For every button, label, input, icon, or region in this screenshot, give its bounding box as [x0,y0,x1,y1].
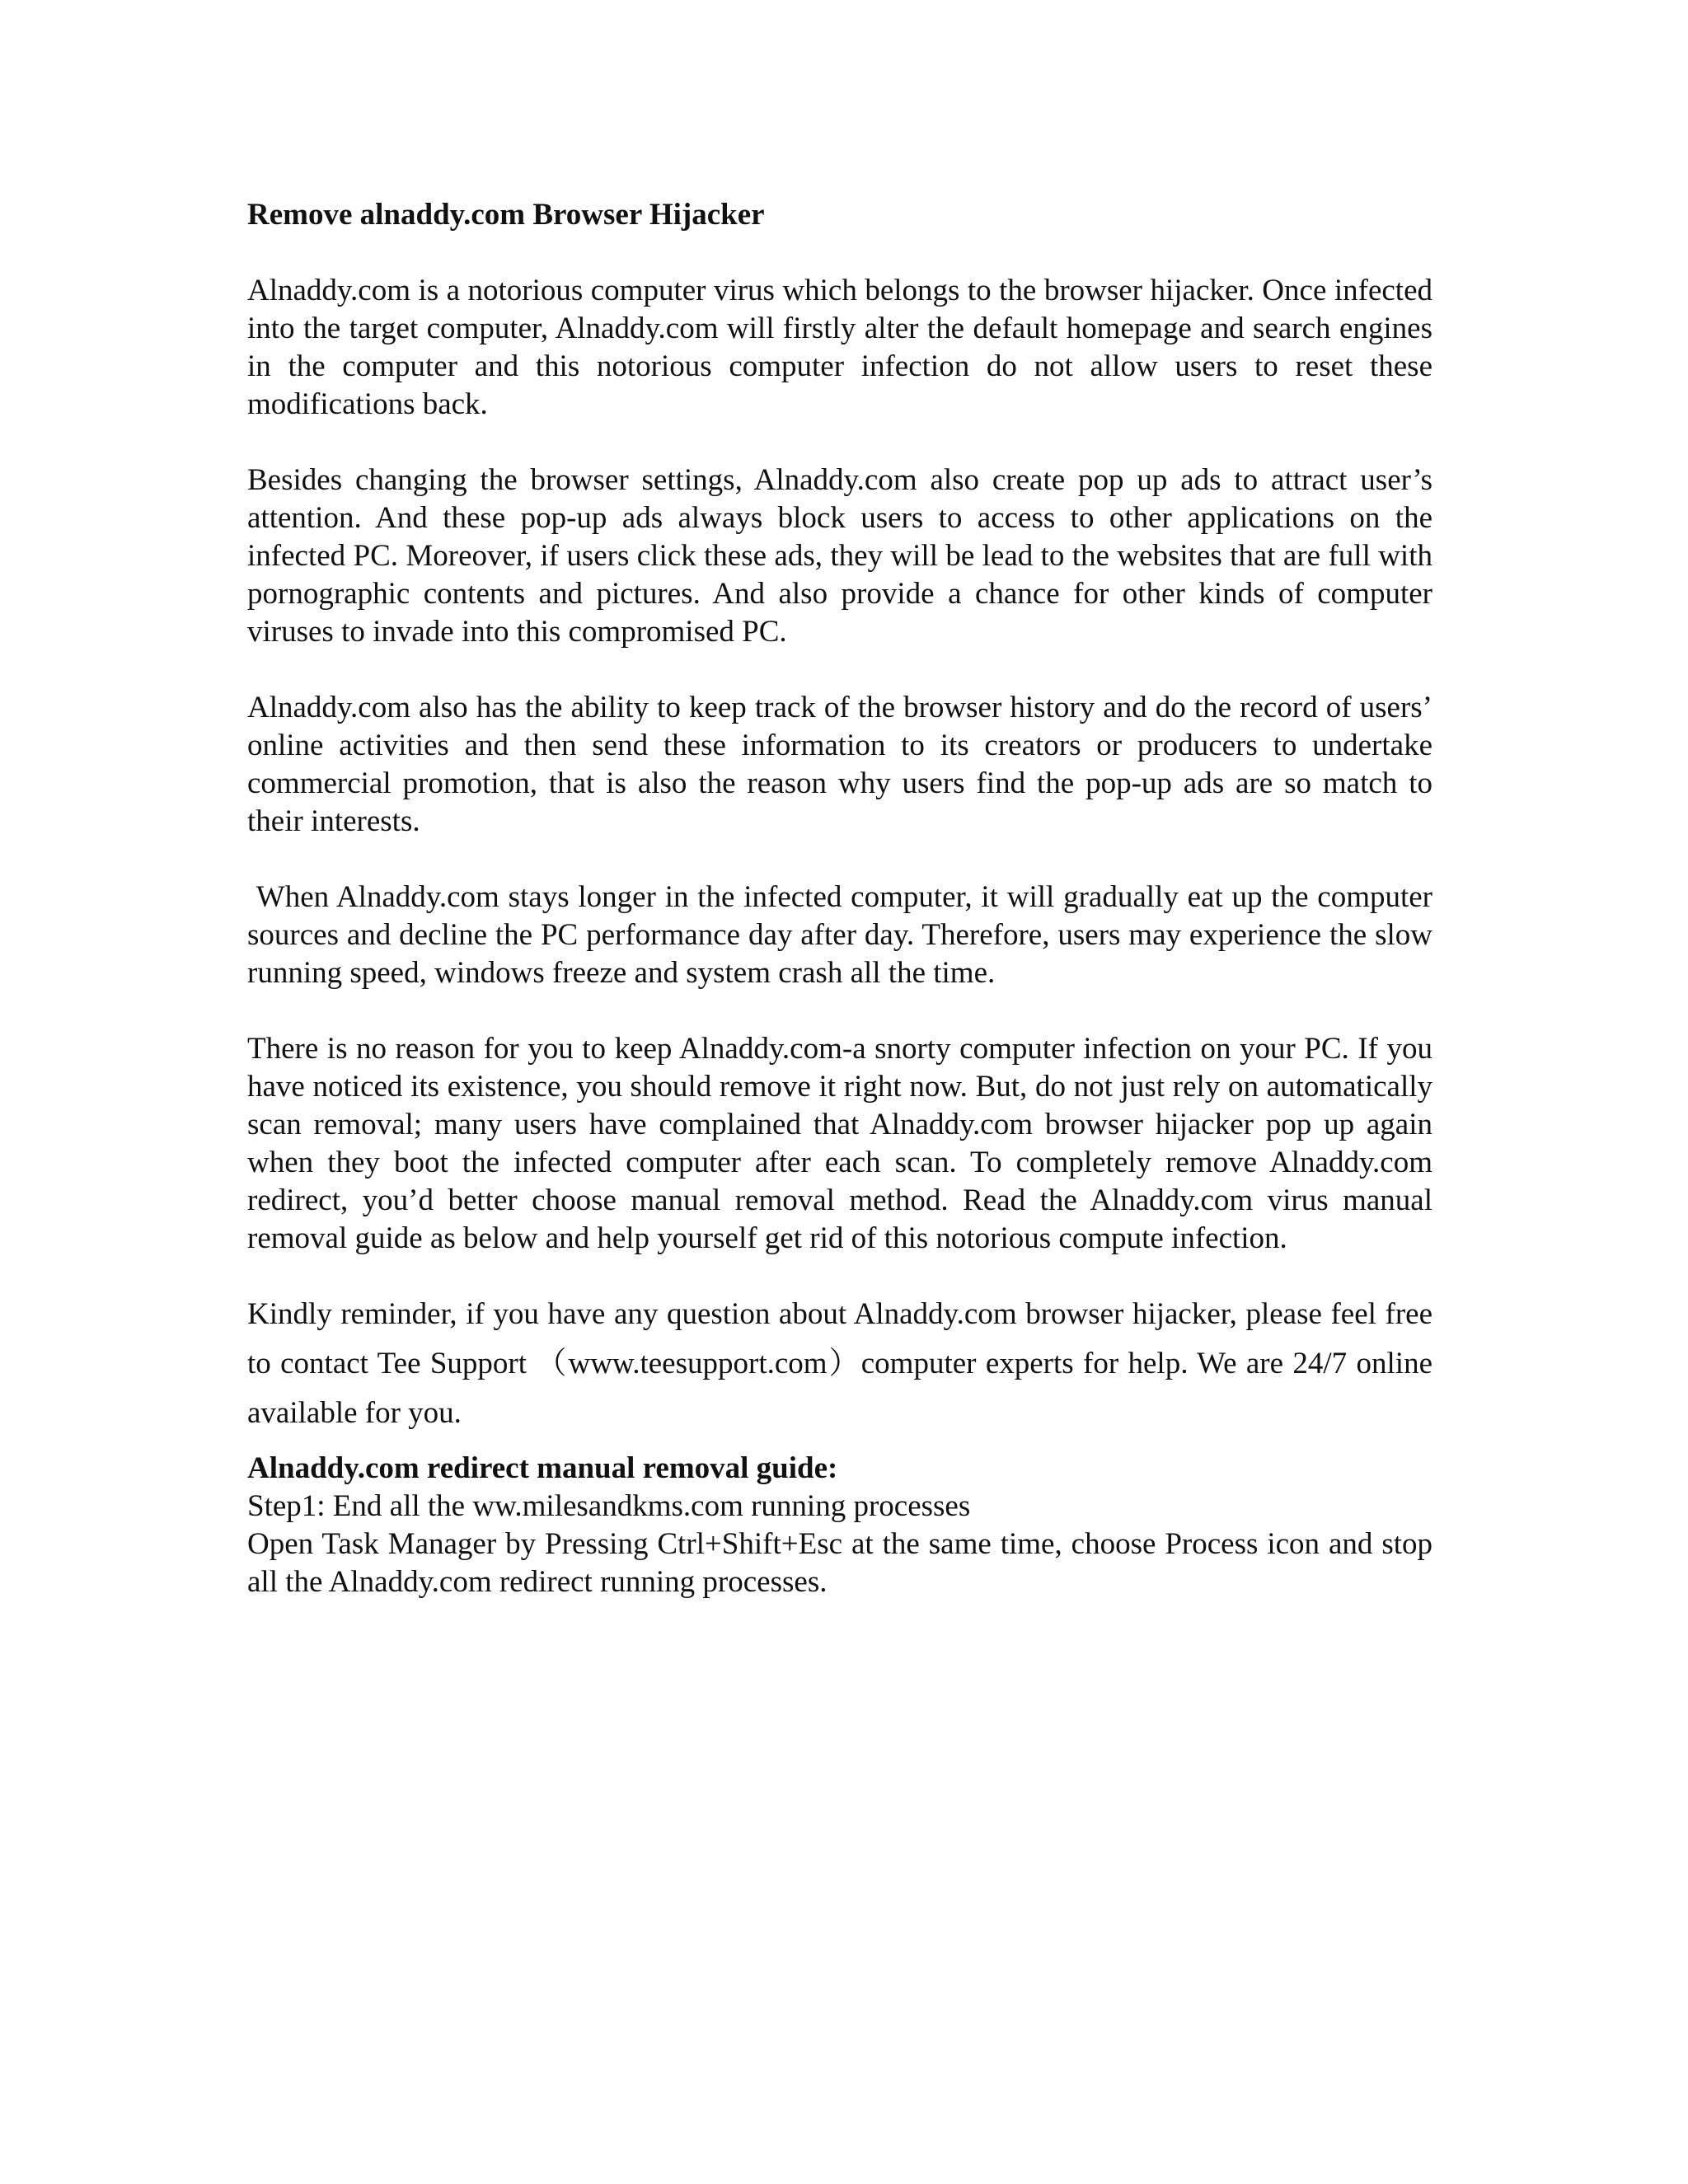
paragraph-performance: When Alnaddy.com stays longer in the infected computer, it will gradually eat up the computer sources and decline the PC performance day after day. Therefore, users may experience the slow running speed, windows freeze and system crash all the time. [247,880,1441,990]
paragraph-removal-advice: There is no reason for you to keep Alnaddy.com-a snorty computer infection on your PC. If you have noticed its existence, you should remove it right now. But, do not just rely on automatically scan removal; many users have complained that Alnaddy.com browser hijacker pop up again when they boot the infected computer after each scan. To completely remove Alnaddy.com redirect, you’d better choose manual removal method. Read the Alnaddy.com virus manual removal guide as below and help yourself get rid of this notorious compute infection. [247,1032,1432,1255]
step1-text: Open Task Manager by Pressing Ctrl+Shift+Esc at the same time, choose Process icon and stop all the Alnaddy.com redirect running processes. [247,1527,1432,1599]
paragraph-reminder: Kindly reminder, if you have any question about Alnaddy.com browser hijacker, please feel free to contact Tee Support （www.teesupport.com）computer experts for help. We are 24/7 online available for you. [247,1297,1432,1430]
paragraph-popup-ads: Besides changing the browser settings, Alnaddy.com also create pop up ads to attract user’s attention. And these pop-up ads always block users to access to other applications on the infected PC. Moreover, if users click these ads, they will be lead to the websites that are full with pornographic contents and pictures. And also provide a chance for other kinds of computer viruses to invade into this compromised PC. [247,463,1432,649]
step1-title: Step1: End all the ww.milesandkms.com running processes [247,1489,971,1523]
document-title: Remove alnaddy.com Browser Hijacker [247,198,765,232]
paragraph-tracking: Alnaddy.com also has the ability to keep track of the browser history and do the record of users’ online activities and then send these information to its creators or producers to undertake commercial promotion, that is also the reason why users find the pop-up ads are so match to their interests. [247,691,1432,838]
paragraph-intro: Alnaddy.com is a notorious computer virus which belongs to the browser hijacker. Once infected into the target computer, Alnaddy.com will firstly alter the default homepage and search engines in the computer and this notorious computer infection do not allow users to reset these modifications back. [247,274,1432,421]
document-body [247,196,1441,1601]
guide-heading: Alnaddy.com redirect manual removal guide: [247,1451,838,1485]
